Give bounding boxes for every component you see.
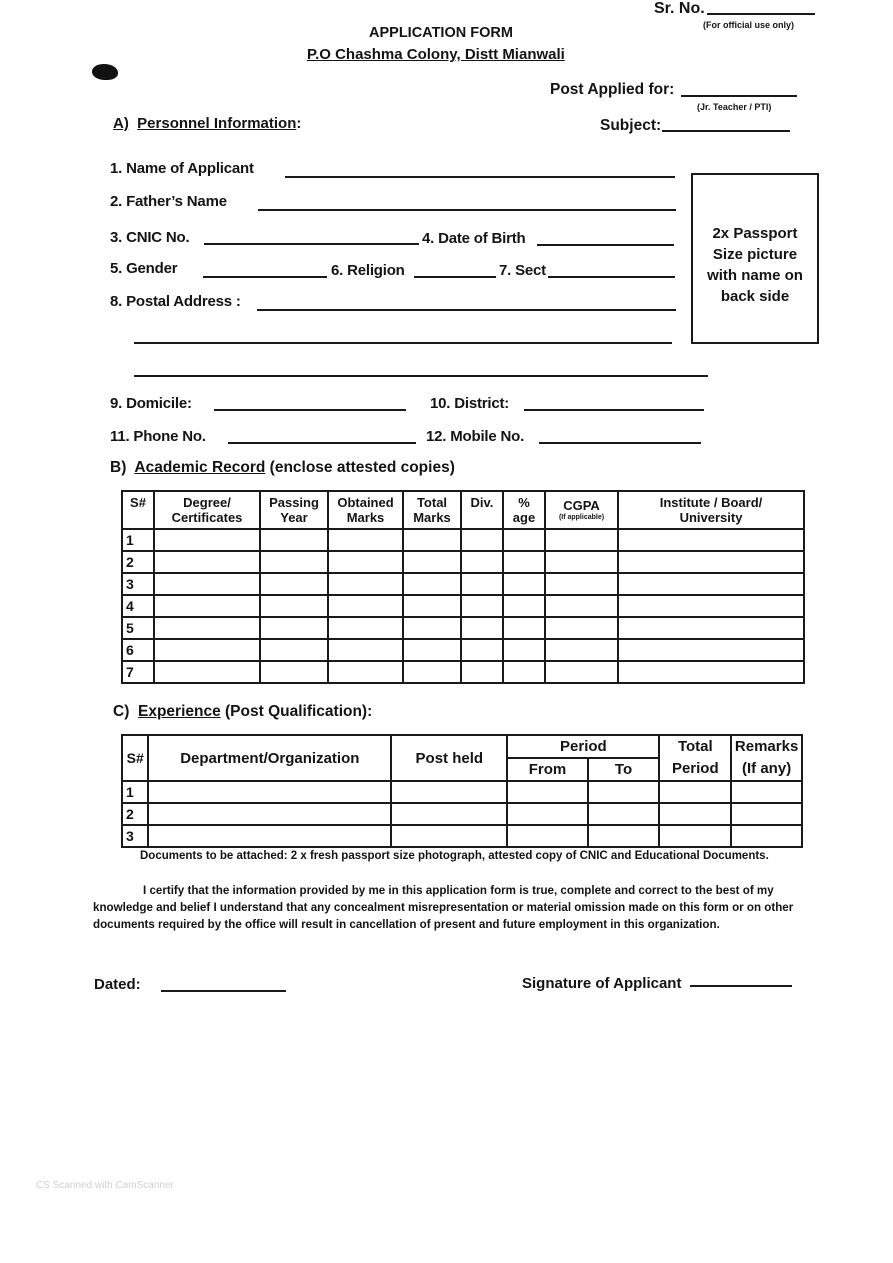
col-division: Div. xyxy=(461,491,503,529)
col-cgpa: CGPA (If applicable) xyxy=(545,491,618,529)
table-header-row xyxy=(122,491,804,529)
passport-photo-box: 2x Passport Size picture with name on back side xyxy=(691,173,819,344)
district-label: 10. District: xyxy=(430,395,510,412)
district-field[interactable] xyxy=(524,409,704,411)
mobile-label: 12. Mobile No. xyxy=(426,428,525,445)
post-applied-note: (Jr. Teacher / PTI) xyxy=(697,102,772,112)
col-percentage: % age xyxy=(503,491,545,529)
col-to: To xyxy=(588,758,660,781)
subject-field[interactable] xyxy=(662,130,790,132)
cnic-label: 3. CNIC No. xyxy=(110,229,190,246)
table-row: 3 xyxy=(122,573,804,595)
table-row: 1 xyxy=(122,781,802,803)
table-header-row xyxy=(122,735,802,758)
religion-label: 6. Religion xyxy=(331,262,405,279)
col-total-period: Total Period xyxy=(659,735,731,781)
col-total-marks: Total Marks xyxy=(403,491,461,529)
postal-address-field-3[interactable] xyxy=(134,375,708,377)
dob-label: 4. Date of Birth xyxy=(422,230,526,247)
gender-label: 5. Gender xyxy=(110,260,178,277)
domicile-field[interactable] xyxy=(214,409,406,411)
post-applied-label: Post Applied for: xyxy=(550,81,675,98)
phone-field[interactable] xyxy=(228,442,416,444)
gender-field[interactable] xyxy=(203,276,327,278)
section-a-heading: A) Personnel Information: xyxy=(113,115,302,132)
section-c-heading: C) Experience (Post Qualification): xyxy=(113,703,373,720)
col-degree: Degree/ Certificates xyxy=(154,491,260,529)
section-b-heading: B) Academic Record (enclose attested copies) xyxy=(110,459,455,476)
phone-label: 11. Phone No. xyxy=(110,428,206,445)
form-title: APPLICATION FORM xyxy=(369,25,513,41)
sr-no-label: Sr. No. xyxy=(654,0,705,17)
col-sn: S# xyxy=(122,491,154,529)
domicile-label: 9. Domicile: xyxy=(110,395,192,412)
documents-note: Documents to be attached: 2 x fresh passport size photograph, attested copy of CNIC and Educational Documents. xyxy=(140,850,769,862)
table-row: 6 xyxy=(122,639,804,661)
table-row: 2 xyxy=(122,803,802,825)
table-row: 7 xyxy=(122,661,804,683)
official-use-note: (For official use only) xyxy=(703,20,795,30)
dob-field[interactable] xyxy=(537,244,674,246)
name-field[interactable] xyxy=(285,176,675,178)
dated-field[interactable] xyxy=(161,990,286,992)
mobile-field[interactable] xyxy=(539,442,701,444)
table-row: 4 xyxy=(122,595,804,617)
name-label: 1. Name of Applicant xyxy=(110,160,254,177)
father-name-label: 2. Father’s Name xyxy=(110,193,227,210)
academic-record-table xyxy=(121,490,805,684)
scanner-watermark: CS Scanned with CamScanner xyxy=(36,1180,174,1191)
religion-field[interactable] xyxy=(414,276,496,278)
table-row: 5 xyxy=(122,617,804,639)
sect-field[interactable] xyxy=(548,276,675,278)
subject-label: Subject: xyxy=(600,117,662,134)
sect-label: 7. Sect xyxy=(499,262,546,279)
father-name-field[interactable] xyxy=(258,209,676,211)
cnic-field[interactable] xyxy=(204,243,419,245)
col-from: From xyxy=(507,758,587,781)
signature-label: Signature of Applicant xyxy=(522,975,682,992)
postal-address-field-1[interactable] xyxy=(257,309,676,311)
col-department: Department/Organization xyxy=(148,735,391,781)
ink-blot xyxy=(92,64,118,80)
experience-table xyxy=(121,734,803,848)
dated-label: Dated: xyxy=(94,976,141,993)
post-applied-field[interactable] xyxy=(681,95,797,97)
col-remarks: Remarks (If any) xyxy=(731,735,802,781)
col-sn: S# xyxy=(122,735,148,781)
table-row: 2 xyxy=(122,551,804,573)
form-subtitle: P.O Chashma Colony, Distt Mianwali xyxy=(307,46,565,63)
col-post-held: Post held xyxy=(391,735,507,781)
col-passing-year: Passing Year xyxy=(260,491,328,529)
table-row: 1 xyxy=(122,529,804,551)
col-period: Period xyxy=(507,735,659,758)
signature-field[interactable] xyxy=(690,985,792,987)
postal-address-label: 8. Postal Address : xyxy=(110,293,241,310)
sr-no-field[interactable] xyxy=(707,13,815,15)
col-institute: Institute / Board/ University xyxy=(618,491,804,529)
col-obtained-marks: Obtained Marks xyxy=(328,491,403,529)
certification-text: I certify that the information provided by me in this application form is true, complete and correct to the best of my knowledge and belief I understand that any concealment misrepresentation or material omission made on this form or on other documents required by the office will result in cancellation of present and future employment in this organization. xyxy=(93,884,794,931)
postal-address-field-2[interactable] xyxy=(134,342,672,344)
table-row: 3 xyxy=(122,825,802,847)
